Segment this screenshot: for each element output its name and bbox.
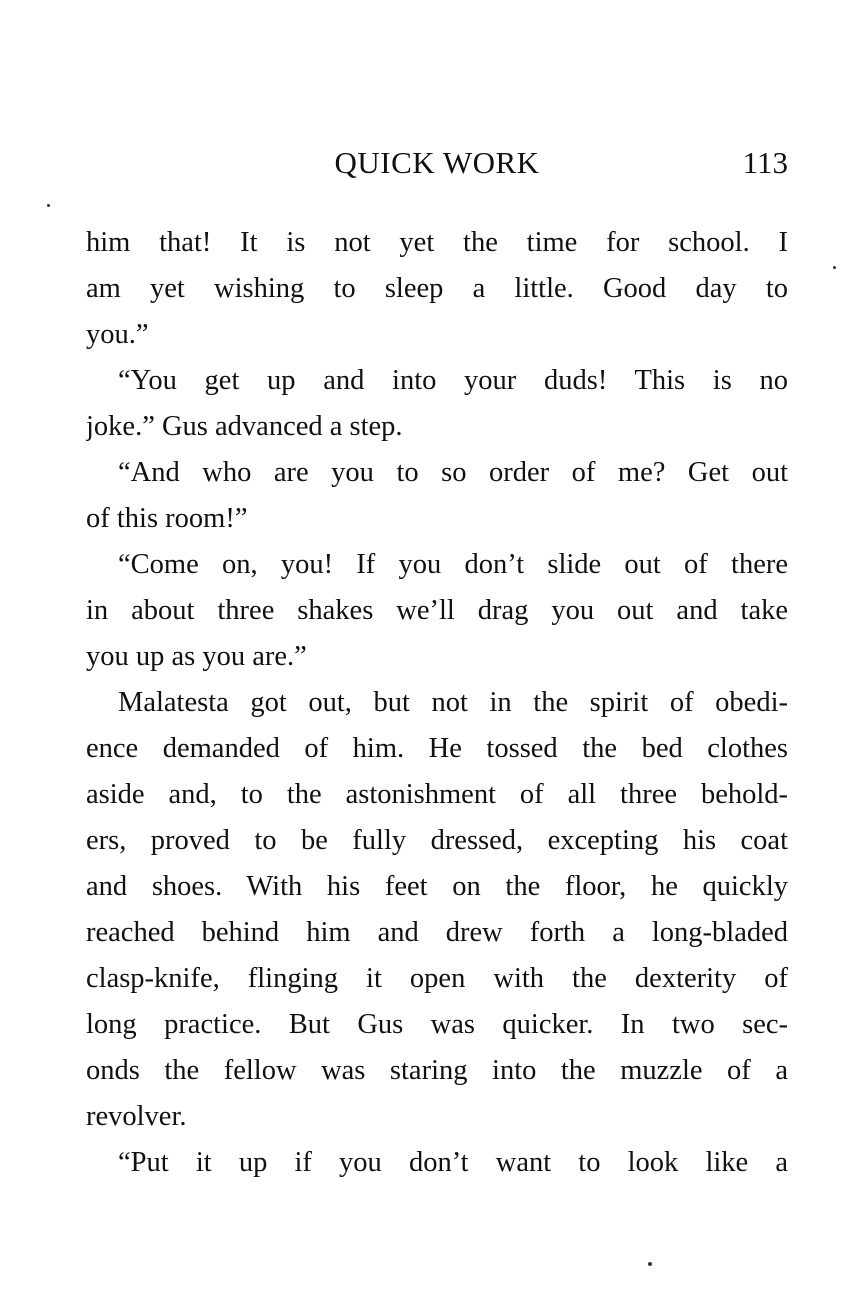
text-line: you.” <box>86 319 149 350</box>
running-head: QUICK WORK <box>334 145 540 180</box>
text-line: Malatesta got out, but not in the spirit of obedi- <box>118 687 788 718</box>
text-line: ers, proved to be fully dressed, excepting his coat <box>86 825 788 856</box>
scan-speck <box>648 1262 652 1266</box>
scan-speck <box>47 204 50 207</box>
text-line: “And who are you to so order of me? Get out <box>118 457 788 488</box>
body-text <box>86 220 788 1186</box>
text-line: reached behind him and drew forth a long-bladed <box>86 917 788 948</box>
page-header <box>86 145 788 185</box>
text-line: am yet wishing to sleep a little. Good day to <box>86 273 788 304</box>
text-line: him that! It is not yet the time for school. I <box>86 227 788 258</box>
scan-speck <box>833 266 836 269</box>
text-line: “Put it up if you don’t want to look like a <box>118 1147 788 1178</box>
text-line: you up as you are.” <box>86 641 307 672</box>
text-line: ence demanded of him. He tossed the bed clothes <box>86 733 788 764</box>
text-line: clasp-knife, flinging it open with the dexterity of <box>86 963 788 994</box>
text-line: “You get up and into your duds! This is no <box>118 365 788 396</box>
text-line: revolver. <box>86 1101 187 1132</box>
text-line: “Come on, you! If you don’t slide out of there <box>118 549 788 580</box>
text-line: joke.” Gus advanced a step. <box>86 411 403 442</box>
text-line: onds the fellow was staring into the muzzle of a <box>86 1055 788 1086</box>
text-line: of this room!” <box>86 503 248 534</box>
text-line: and shoes. With his feet on the floor, he quickly <box>86 871 788 902</box>
text-line: aside and, to the astonishment of all three behold- <box>86 779 788 810</box>
page-number: 113 <box>742 145 788 180</box>
text-line: long practice. But Gus was quicker. In two sec- <box>86 1009 788 1040</box>
text-line: in about three shakes we’ll drag you out and take <box>86 595 788 626</box>
